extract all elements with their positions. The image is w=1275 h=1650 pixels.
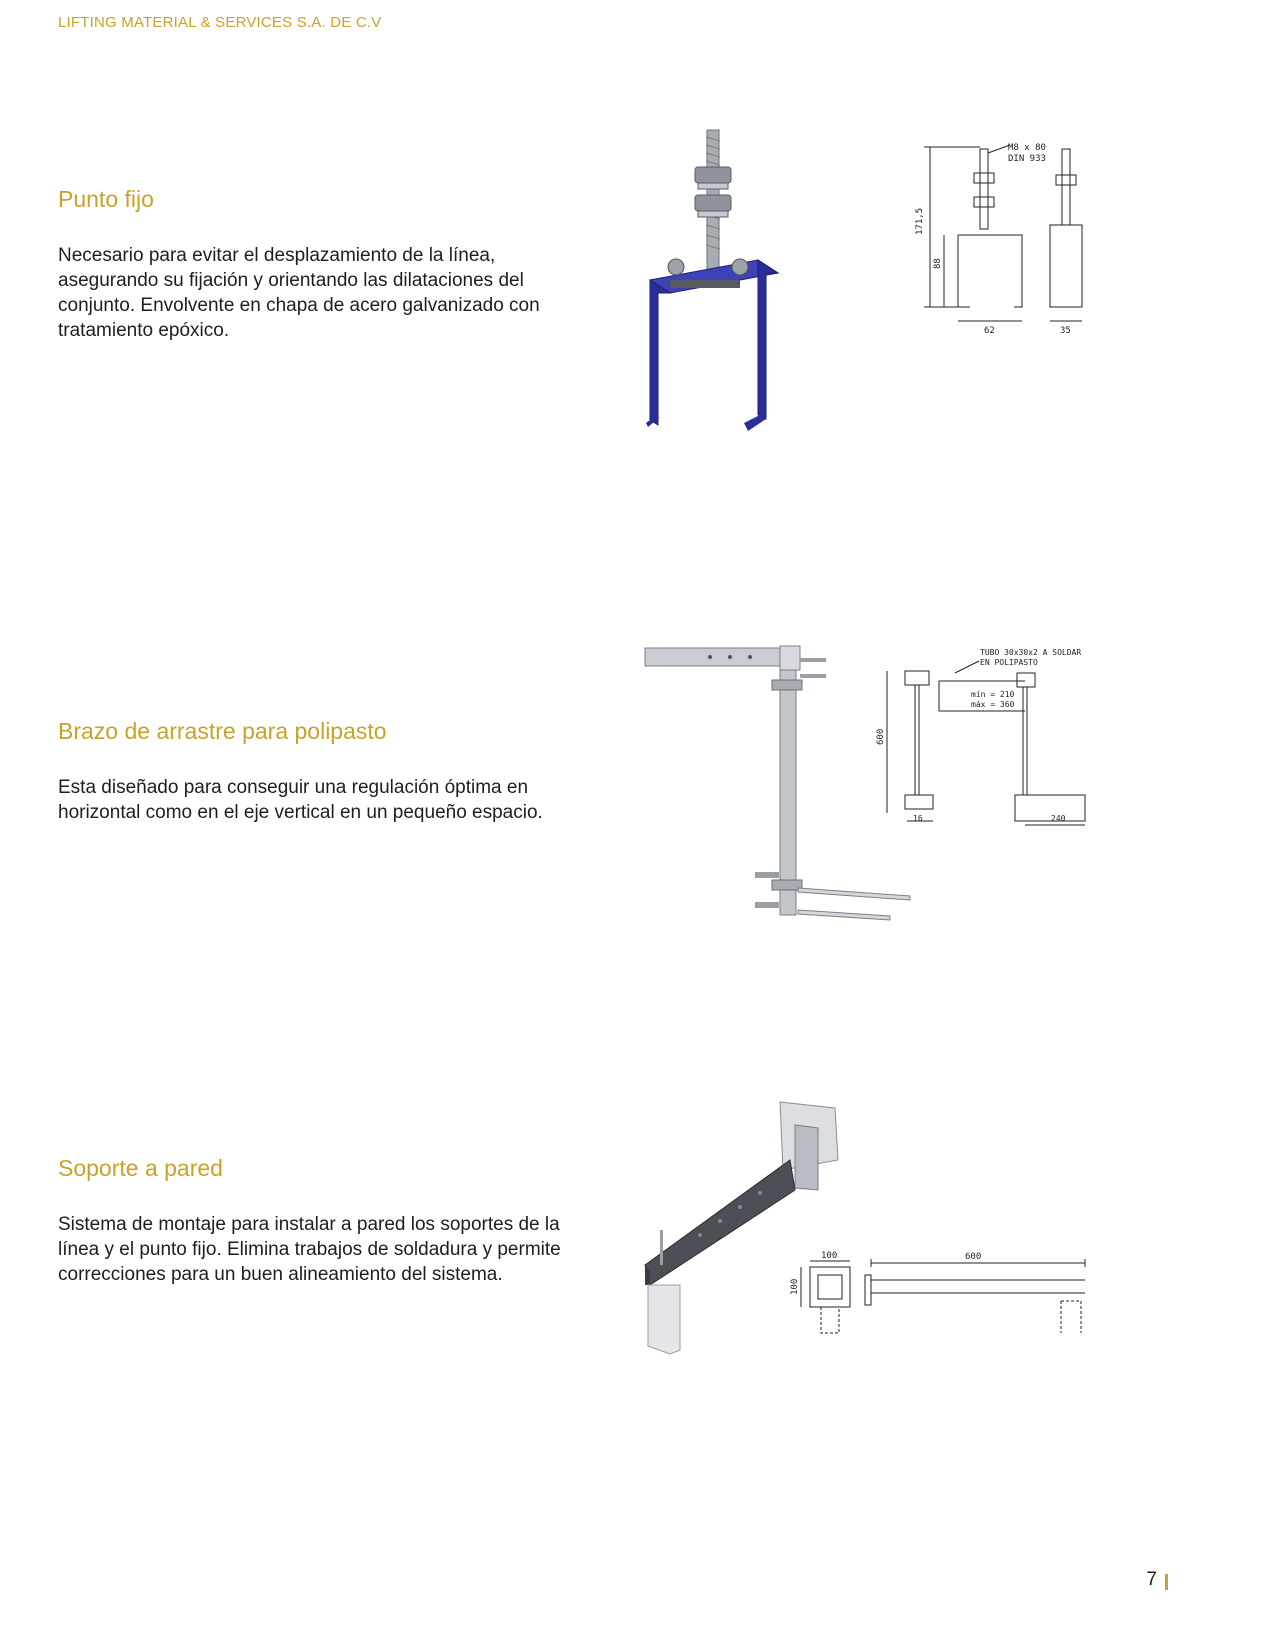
section-text-punto-fijo: Necesario para evitar el desplazamiento de la línea, asegurando su fijación y orientando las dilataciones del conjunto. Envolvente en chapa de acero galvanizado con tratamiento epóxico. xyxy=(58,245,540,341)
base-label: 16 xyxy=(913,814,923,823)
punto-fijo-technical-drawing xyxy=(910,135,1100,345)
plate-height-label: 100 xyxy=(790,1278,800,1295)
norm-label: DIN 933 xyxy=(1008,154,1046,164)
company-header: LIFTING MATERIAL & SERVICES S.A. DE C.V xyxy=(58,14,382,31)
height-label: 600 xyxy=(876,728,886,745)
length-label: 600 xyxy=(965,1252,982,1262)
height-body-label: 88 xyxy=(933,258,943,269)
max-label: máx = 360 xyxy=(971,700,1015,709)
section-title-punto-fijo: Punto fijo xyxy=(58,186,154,212)
height-total-label: 171,5 xyxy=(915,207,925,235)
page-number-marker xyxy=(1165,1574,1168,1590)
width-side-label: 35 xyxy=(1060,326,1071,336)
bolt-label: M8 x 80 xyxy=(1008,143,1046,153)
min-label: mín = 210 xyxy=(971,690,1015,699)
plate-width-label: 100 xyxy=(821,1251,838,1261)
section-title-brazo: Brazo de arrastre para polipasto xyxy=(58,718,387,744)
section-text-soporte: Sistema de montaje para instalar a pared los soportes de la línea y el punto fijo. Elimina trabajos de soldadura y permite correcciones para un buen alineamiento del sistema. xyxy=(58,1214,561,1285)
soporte-technical-drawing xyxy=(785,1245,1095,1345)
tube-note2-label: EN POLIPASTO xyxy=(980,658,1038,667)
page-number: 7 xyxy=(1146,1569,1157,1590)
arm-label: 240 xyxy=(1051,814,1066,823)
tube-note-label: TUBO 30x30x2 A SOLDAR xyxy=(980,648,1082,657)
punto-fijo-render xyxy=(640,125,790,445)
section-text-brazo: Esta diseñado para conseguir una regulación óptima en horizontal como en el eje vertical en un pequeño espacio. xyxy=(58,777,543,823)
width-front-label: 62 xyxy=(984,326,995,336)
brazo-technical-drawing xyxy=(875,645,1100,830)
section-title-soporte: Soporte a pared xyxy=(58,1155,223,1181)
